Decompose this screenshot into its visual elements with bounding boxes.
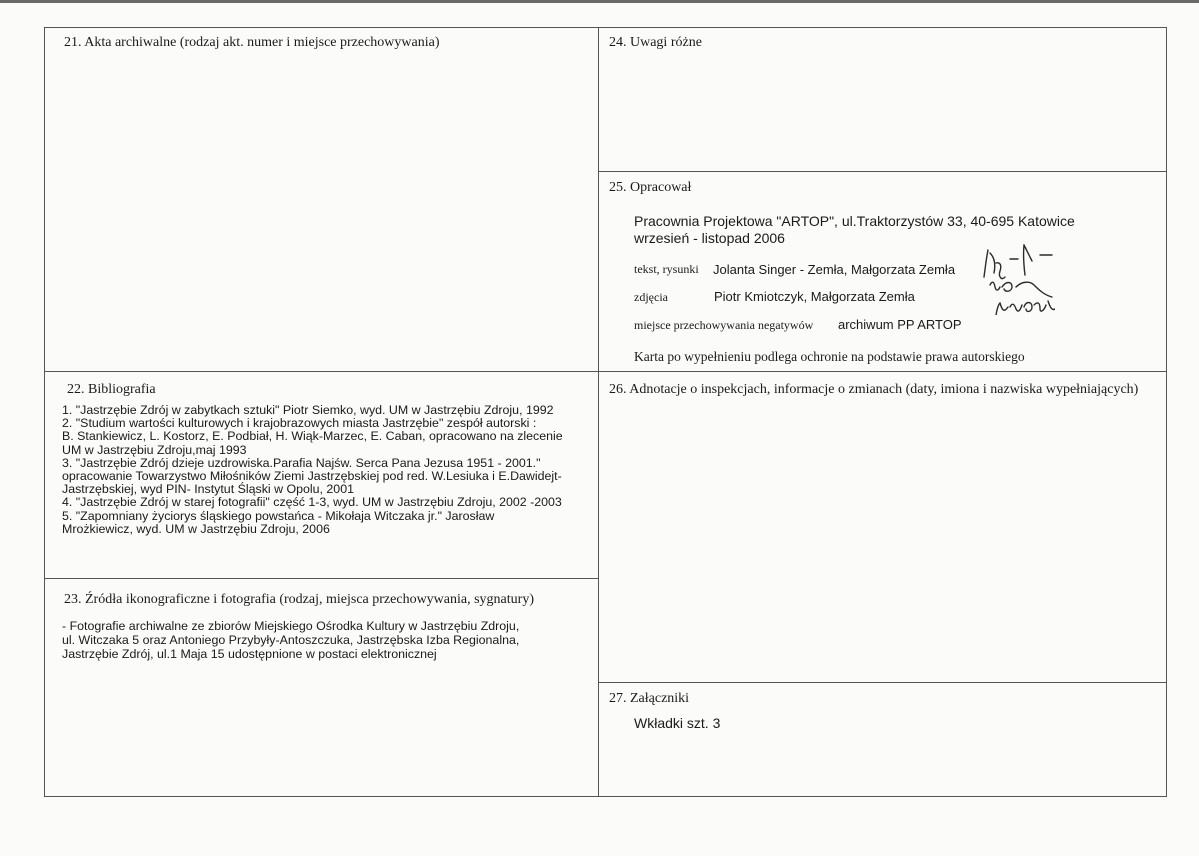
section-27-label: 27. Załączniki <box>609 691 690 706</box>
column-divider <box>598 28 599 796</box>
divider-26-27 <box>599 682 1167 683</box>
bibliography-line: 4. "Jastrzębie Zdrój w starej fotografii" część 1-3, wyd. UM w Jastrzębiu Zdroju, 2002 -2003 <box>62 495 562 510</box>
handwritten-signatures <box>940 215 1055 315</box>
text-drawings-value: Jolanta Singer - Zemła, Małgorzata Zemła <box>713 262 956 277</box>
negatives-label: miejsce przechowywania negatywów <box>634 318 814 332</box>
divider-row <box>45 371 1167 372</box>
divider-22-23 <box>45 578 599 579</box>
negatives-value: archiwum PP ARTOP <box>838 317 962 332</box>
bibliography-line: Jastrzębskiej, wyd PIN- Instytut Śląski w Opolu, 2001 <box>62 482 354 497</box>
source-line: - Fotografie archiwalne ze zbiorów Miejskiego Ośrodka Kultury w Jastrzębiu Zdroju, <box>62 619 520 633</box>
source-line: ul. Witczaka 5 oraz Antoniego Przybyły-Antoszczuka, Jastrzębska Izba Regionalna, <box>62 633 520 647</box>
attachments-value: Wkładki szt. 3 <box>634 715 721 731</box>
bibliography-line: B. Stankiewicz, L. Kostorz, E. Podbiał, H. Wiąk-Marzec, E. Caban, opracowano na zlecenie <box>62 429 563 444</box>
iconographic-sources-list <box>62 619 519 661</box>
source-line: Jastrzębie Zdrój, ul.1 Maja 15 udostępnione w postaci elektronicznej <box>62 647 437 661</box>
bibliography-line: 5. "Zapomniany życiorys śląskiego powstańca - Mikołaja Witczaka jr." Jarosław <box>62 508 495 523</box>
bibliography-line: 2. "Studium wartości kulturowych i krajobrazowych miasta Jastrzębie" zespół autorski : <box>62 416 537 431</box>
photos-label: zdjęcia <box>634 290 668 304</box>
section-26-label: 26. Adnotacje o inspekcjach, informacje o zmianach (daty, imiona i nazwiska wypełniających) <box>609 382 1139 397</box>
bibliography-line: 3. "Jastrzębie Zdrój dzieje uzdrowiska.Parafia Najśw. Serca Pana Jezusa 1951 - 2001." <box>62 455 541 470</box>
work-period: wrzesień - listopad 2006 <box>634 230 785 246</box>
bibliography-line: opracowanie Towarzystwo Miłośników Ziemi Jastrzębskiej pod red. W.Lesiuka i E.Dawidejt- <box>62 469 562 484</box>
section-21-label: 21. Akta archiwalne (rodzaj akt. numer i miejsce przechowywania) <box>64 35 440 50</box>
bibliography-line: 1. "Jastrzębie Zdrój w zabytkach sztuki" Piotr Siemko, wyd. UM w Jastrzębiu Zdroju, 1992 <box>62 403 554 417</box>
bibliography-list <box>62 404 563 536</box>
divider-24-25 <box>599 171 1167 172</box>
photos-value: Piotr Kmiotczyk, Małgorzata Zemła <box>714 289 915 304</box>
bibliography-line: Mrożkiewicz, wyd. UM w Jastrzębiu Zdroju, 2006 <box>62 521 330 536</box>
record-card <box>44 27 1167 797</box>
text-drawings-label: tekst, rysunki <box>634 262 699 276</box>
scan-edge <box>0 0 1199 3</box>
copyright-note: Karta po wypełnieniu podlega ochronie na podstawie prawa autorskiego <box>634 349 1025 364</box>
office-address: Pracownia Projektowa "ARTOP", ul.Traktorzystów 33, 40-695 Katowice <box>634 213 1075 229</box>
section-25-label: 25. Opracował <box>609 180 692 195</box>
section-22-label: 22. Bibliografia <box>67 382 156 397</box>
bibliography-line: UM w Jastrzębiu Zdroju,maj 1993 <box>62 442 247 457</box>
section-23-label: 23. Źródła ikonograficzne i fotografia (rodzaj, miejsca przechowywania, sygnatury) <box>64 592 534 607</box>
section-24-label: 24. Uwagi różne <box>609 35 702 50</box>
